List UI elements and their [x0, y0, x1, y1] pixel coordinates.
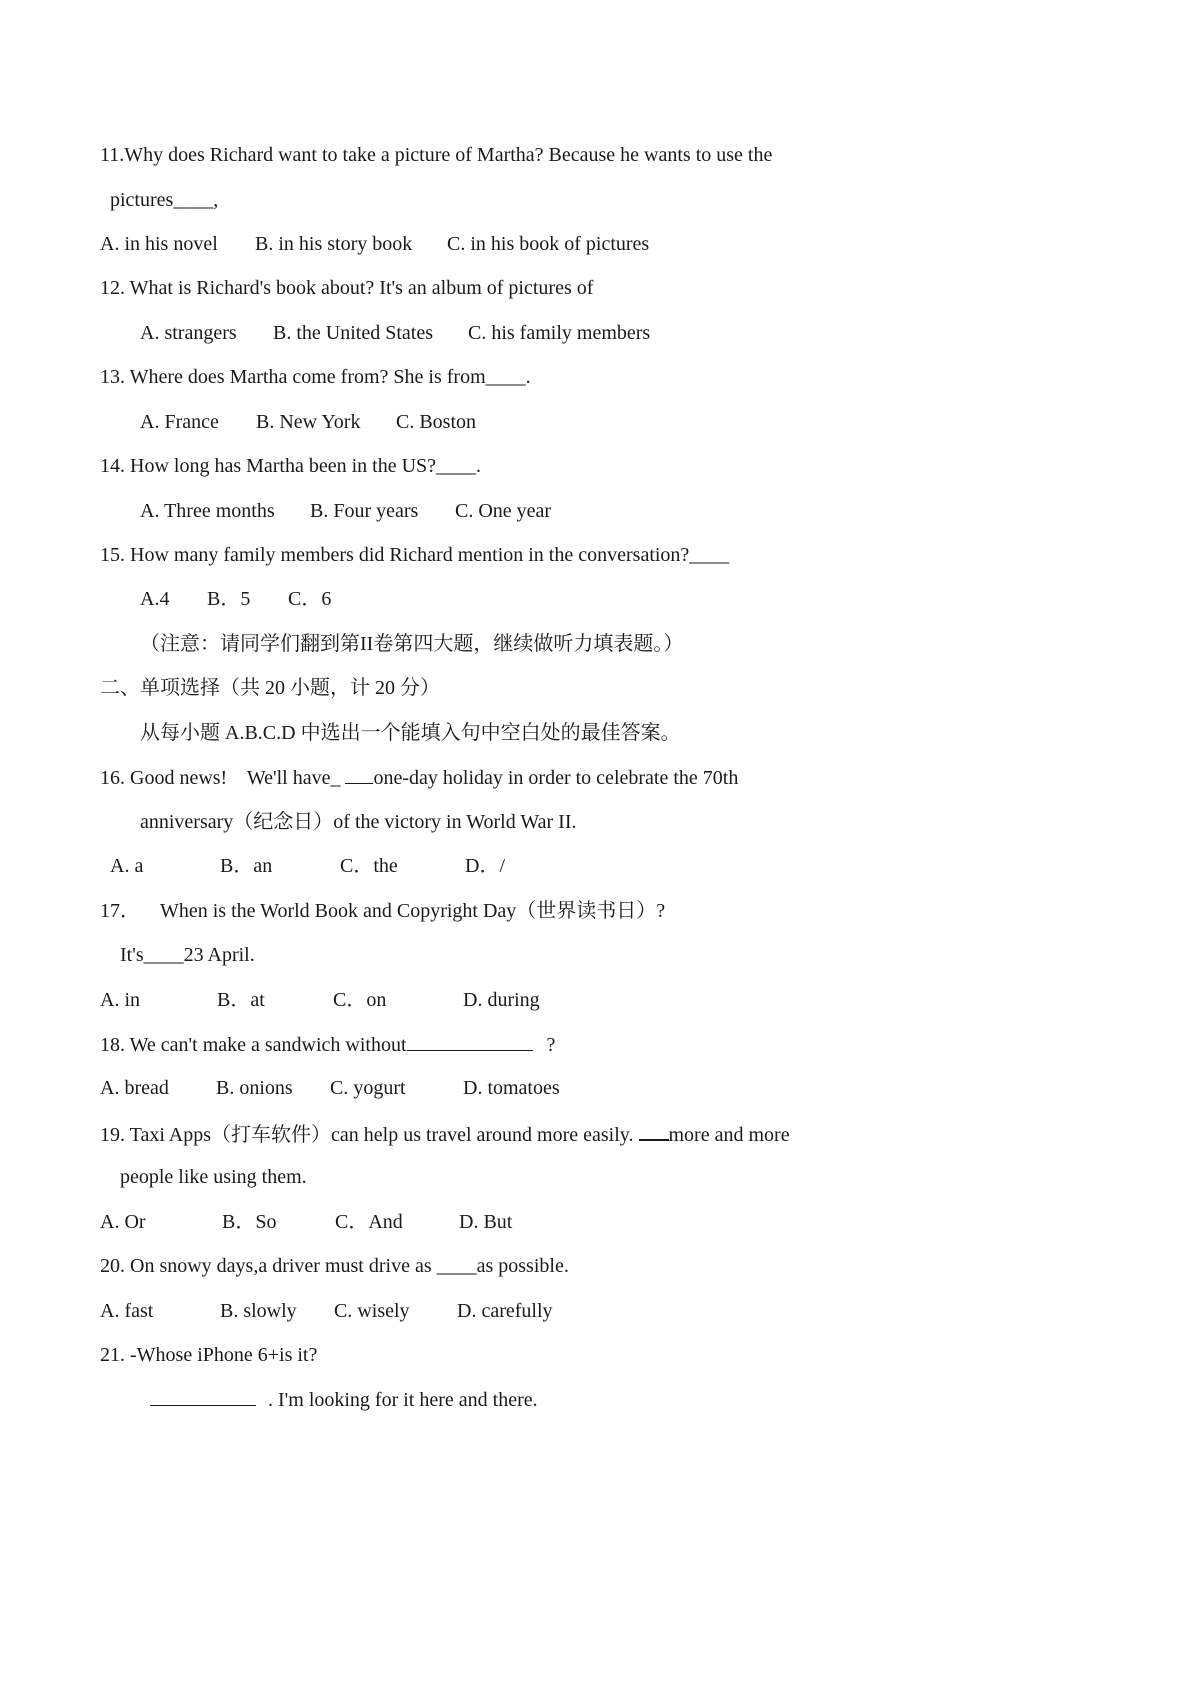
q17-option-a[interactable]: A. in — [100, 989, 140, 1011]
q19-answer-blank[interactable] — [639, 1121, 669, 1141]
q17-stem-continued: It's____23 April. — [120, 944, 255, 966]
q12-option-a[interactable]: A. strangers — [140, 322, 237, 344]
q16-stem — [100, 765, 738, 790]
q11-option-a[interactable]: A. in his novel — [100, 233, 218, 255]
q16-option-b[interactable]: B．an — [220, 855, 273, 877]
q20-option-a[interactable]: A. fast — [100, 1300, 154, 1322]
q14-option-b[interactable]: B. Four years — [310, 500, 419, 522]
q17-number: 17． — [100, 900, 140, 922]
q12-option-b[interactable]: B. the United States — [273, 322, 433, 344]
q19-option-b[interactable]: B．So — [222, 1211, 277, 1233]
q19-option-d[interactable]: D. But — [459, 1211, 513, 1233]
q21-answer-tail: . I'm looking for it here and there. — [268, 1389, 538, 1411]
q19-stem — [100, 1121, 790, 1147]
q18-stem — [100, 1032, 555, 1057]
q18-stem-start: 18. We can't make a sandwich without — [100, 1034, 407, 1056]
q20-stem: 20. On snowy days,a driver must drive as ____as possible. — [100, 1255, 569, 1277]
q17-option-d[interactable]: D. during — [463, 989, 540, 1011]
q14-stem: 14. How long has Martha been in the US?____. — [100, 455, 482, 477]
q21-stem: 21. -Whose iPhone 6+is it? — [100, 1344, 318, 1366]
q20-option-c[interactable]: C. wisely — [334, 1300, 410, 1322]
q18-stem-end: ? — [546, 1034, 556, 1056]
section-instruction: 从每小题 A.B.C.D 中选出一个能填入句中空白处的最佳答案。 — [140, 722, 681, 744]
q13-option-a[interactable]: A. France — [140, 411, 219, 433]
section-title: 二、单项选择（共 20 小题，计 20 分） — [100, 677, 440, 699]
q12-option-c[interactable]: C. his family members — [468, 322, 651, 344]
q15-option-a[interactable]: A.4 — [140, 588, 170, 610]
q11-stem-continued: pictures____, — [110, 189, 219, 211]
q13-stem: 13. Where does Martha come from? She is from____. — [100, 366, 531, 388]
q16-stem-end: one-day holiday in order to celebrate the 70th — [373, 767, 739, 789]
listening-note: （注意：请同学们翻到第II卷第四大题，继续做听力填表题。） — [140, 633, 684, 655]
q19-stem-end: more and more — [668, 1124, 790, 1146]
q17-option-c[interactable]: C．on — [333, 989, 387, 1011]
q18-option-b[interactable]: B. onions — [216, 1077, 293, 1099]
q11-stem: 11.Why does Richard want to take a picture of Martha? Because he wants to use the — [100, 144, 773, 166]
q16-option-d[interactable]: D．/ — [465, 855, 505, 877]
q11-option-c[interactable]: C. in his book of pictures — [447, 233, 650, 255]
q21-answer-blank[interactable] — [150, 1387, 256, 1406]
q19-stem-start: 19. Taxi Apps（打车软件）can help us travel around more easily. — [100, 1124, 639, 1146]
q21-answer-line — [150, 1387, 538, 1412]
q18-option-a[interactable]: A. bread — [100, 1077, 169, 1099]
q17-option-b[interactable]: B．at — [217, 989, 265, 1011]
q18-option-c[interactable]: C. yogurt — [330, 1077, 406, 1099]
q16-stem-continued: anniversary（纪念日）of the victory in World War II. — [140, 811, 577, 833]
q16-option-c[interactable]: C．the — [340, 855, 398, 877]
q13-option-b[interactable]: B. New York — [256, 411, 361, 433]
q15-option-b[interactable]: B．5 — [207, 588, 251, 610]
q16-answer-blank[interactable] — [345, 765, 373, 784]
q11-option-b[interactable]: B. in his story book — [255, 233, 413, 255]
q13-option-c[interactable]: C. Boston — [396, 411, 477, 433]
q18-answer-blank[interactable] — [407, 1032, 533, 1051]
q20-option-d[interactable]: D. carefully — [457, 1300, 553, 1322]
q14-option-a[interactable]: A. Three months — [140, 500, 275, 522]
q19-option-c[interactable]: C．And — [335, 1211, 403, 1233]
q14-option-c[interactable]: C. One year — [455, 500, 552, 522]
q12-stem: 12. What is Richard's book about? It's an album of pictures of — [100, 277, 594, 299]
q19-option-a[interactable]: A. Or — [100, 1211, 146, 1233]
q15-stem: 15. How many family members did Richard mention in the conversation?____ — [100, 544, 730, 566]
q17-stem: When is the World Book and Copyright Day（世界读书日）? — [160, 900, 666, 922]
q20-option-b[interactable]: B. slowly — [220, 1300, 297, 1322]
q15-option-c[interactable]: C．6 — [288, 588, 332, 610]
q16-option-a[interactable]: A. a — [110, 855, 144, 877]
q16-stem-start: 16. Good news! We'll have_ — [100, 767, 346, 789]
q18-option-d[interactable]: D. tomatoes — [463, 1077, 560, 1099]
q19-stem-continued: people like using them. — [120, 1166, 307, 1188]
